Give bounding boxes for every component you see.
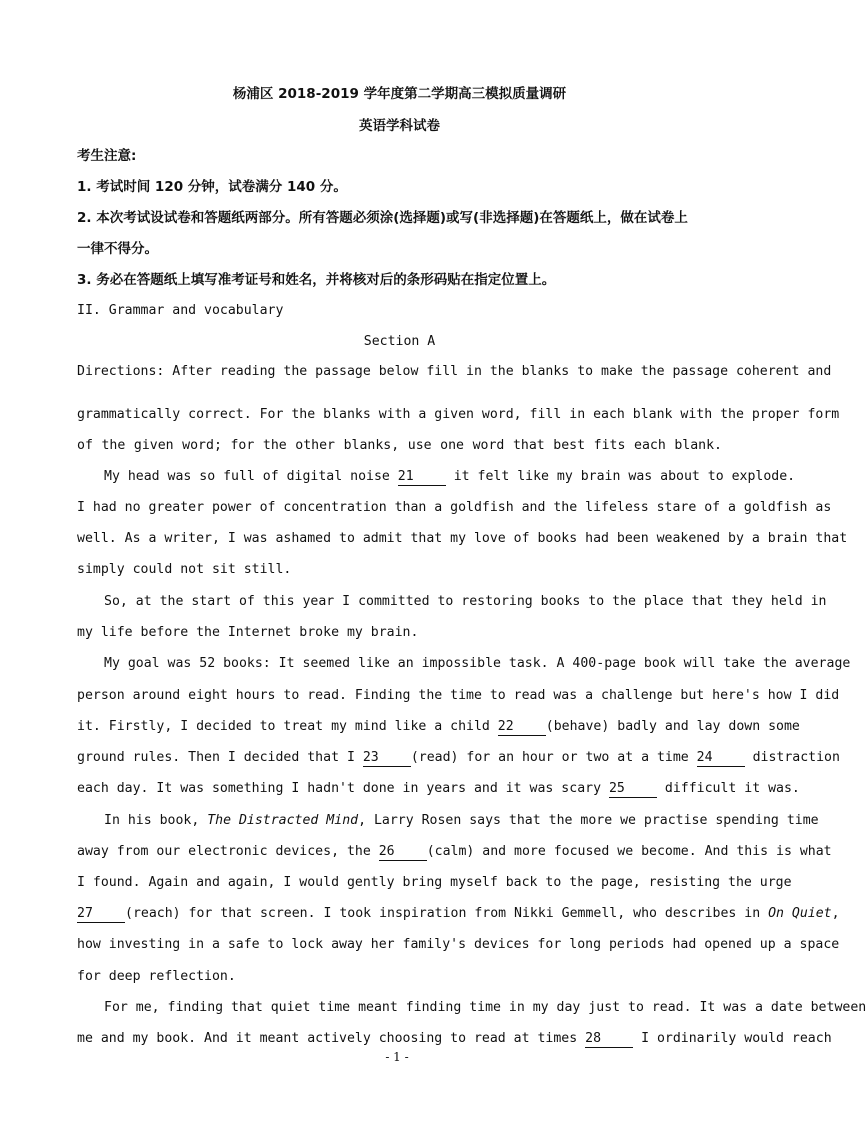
passage-line: My goal was 52 books: It seemed like an impossible task. A 400-page book will take the average — [104, 656, 851, 671]
passage-line: how investing in a safe to lock away her family's devices for long periods had opened up a space — [77, 937, 840, 952]
passage-line: 27 (reach) for that screen. I took inspiration from Nikki Gemmell, who describes in On Quiet, — [77, 906, 840, 921]
passage-line: person around eight hours to read. Finding the time to read was a challenge but here's how I did — [77, 688, 840, 703]
exam-title: 杨浦区 2018-2019 学年度第二学期高三模拟质量调研 — [232, 86, 567, 102]
directions-line-3: of the given word; for the other blanks, use one word that best fits each blank. — [77, 438, 722, 453]
blank-26[interactable]: 26 — [379, 844, 427, 861]
notice-item-2-cont: 一律不得分。 — [77, 241, 158, 257]
blank-23[interactable]: 23 — [363, 750, 411, 767]
passage-line: it. Firstly, I decided to treat my mind like a child 22 (behave) badly and lay down some — [77, 719, 800, 734]
passage-line: ground rules. Then I decided that I 23 (read) for an hour or two at a time 24 distraction — [77, 750, 840, 765]
directions-line-1: Directions: After reading the passage below fill in the blanks to make the passage coherent and — [77, 364, 832, 379]
book-title: The Distracted Mind — [207, 813, 359, 828]
passage-line: for deep reflection. — [77, 969, 236, 984]
part-heading: II. Grammar and vocabulary — [77, 303, 284, 318]
passage-line: simply could not sit still. — [77, 562, 292, 577]
notice-item-1: 1. 考试时间 120 分钟，试卷满分 140 分。 — [77, 179, 347, 195]
notice-item-3: 3. 务必在答题纸上填写准考证号和姓名，并将核对后的条形码贴在指定位置上。 — [77, 272, 556, 288]
passage-line: I found. Again and again, I would gently bring myself back to the page, resisting the urge — [77, 875, 792, 890]
exam-subtitle: 英语学科试卷 — [359, 118, 440, 134]
passage-line: In his book, The Distracted Mind, Larry Rosen says that the more we practise spending time — [104, 813, 819, 828]
passage-line: away from our electronic devices, the 26 (calm) and more focused we become. And this is what — [77, 844, 832, 859]
blank-25[interactable]: 25 — [609, 781, 657, 798]
page-number: - 1 - — [385, 1050, 409, 1064]
directions-line-2: grammatically correct. For the blanks with a given word, fill in each blank with the proper form — [77, 407, 840, 422]
notice-item-2: 2. 本次考试设试卷和答题纸两部分。所有答题必须涂(选择题)或写(非选择题)在答题纸上，做在试卷上 — [77, 210, 688, 226]
section-heading: Section A — [363, 334, 436, 349]
passage-line: So, at the start of this year I committed to restoring books to the place that they held in — [104, 594, 827, 609]
passage-line: well. As a writer, I was ashamed to admit that my love of books had been weakened by a brain that — [77, 531, 848, 546]
blank-22[interactable]: 22 — [498, 719, 546, 736]
blank-24[interactable]: 24 — [697, 750, 745, 767]
blank-21[interactable]: 21 — [398, 469, 446, 486]
passage-line: I had no greater power of concentration than a goldfish and the lifeless stare of a goldfish as — [77, 500, 832, 515]
passage-line: each day. It was something I hadn't done in years and it was scary 25 difficult it was. — [77, 781, 800, 796]
passage-line: My head was so full of digital noise 21 it felt like my brain was about to explode. — [104, 469, 796, 484]
blank-28[interactable]: 28 — [585, 1031, 633, 1048]
notice-heading: 考生注意: — [77, 148, 137, 164]
passage-line: my life before the Internet broke my brain. — [77, 625, 419, 640]
blank-27[interactable]: 27 — [77, 906, 125, 923]
passage-line: me and my book. And it meant actively choosing to read at times 28 I ordinarily would reach — [77, 1031, 832, 1046]
book-title: On Quiet — [768, 906, 832, 921]
passage-line: For me, finding that quiet time meant finding time in my day just to read. It was a date between — [104, 1000, 866, 1015]
